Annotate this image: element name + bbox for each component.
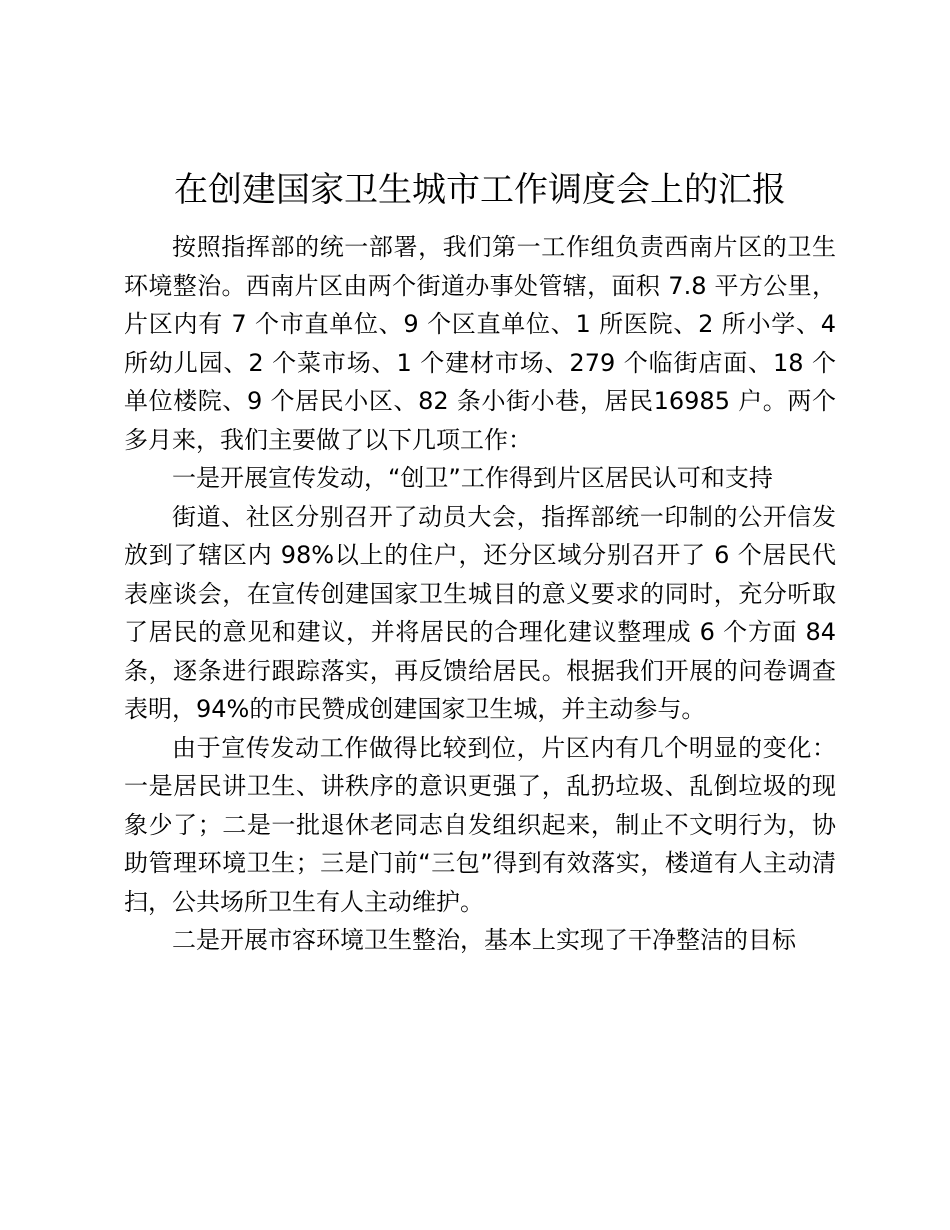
- paragraph-section-1-changes: 由于宣传发动工作做得比较到位，片区内有几个明显的变化：一是居民讲卫生、讲秩序的意识更强了，乱扔垃圾、乱倒垃圾的现象少了；二是一批退休老同志自发组织起来，制止不文明行为，协助管理环境卫生；三是门前“三包”得到有效落实，楼道有人主动清扫，公共场所卫生有人主动维护。: [124, 733, 836, 916]
- document-title: 在创建国家卫生城市工作调度会上的汇报: [174, 170, 786, 210]
- paragraph-intro: 按照指挥部的统一部署，我们第一工作组负责西南片区的卫生环境整治。西南片区由两个街道办事处管辖，面积 7.8 平方公里，片区内有 7 个市直单位、9 个区直单位、1 所医院、2 所小学、4 所幼儿园、2 个菜市场、1 个建材市场、279 个临街店面、18 个单位楼院、9 个居民小区、82 条小街小巷，居民16985 户。两个多月来，我们主要做了以下几项工作：: [124, 233, 836, 454]
- document-page: [124, 168, 836, 960]
- paragraph-section-2-heading: 二是开展市容环境卫生整治，基本上实现了干净整洁的目标: [172, 926, 796, 954]
- paragraph-section-1-heading: 一是开展宣传发动，“创卫”工作得到片区居民认可和支持: [172, 464, 773, 492]
- paragraph-section-1-body: 街道、社区分别召开了动员大会，指挥部统一印制的公开信发放到了辖区内 98%以上的住户，还分区域分别召开了 6 个居民代表座谈会，在宣传创建国家卫生城目的意义要求的同时，充分听取了居民的意见和建议，并将居民的合理化建议整理成 6 个方面 84 条，逐条进行跟踪落实，再反馈给居民。根据我们开展的问卷调查表明，94%的市民赞成创建国家卫生城，并主动参与。: [124, 502, 836, 723]
